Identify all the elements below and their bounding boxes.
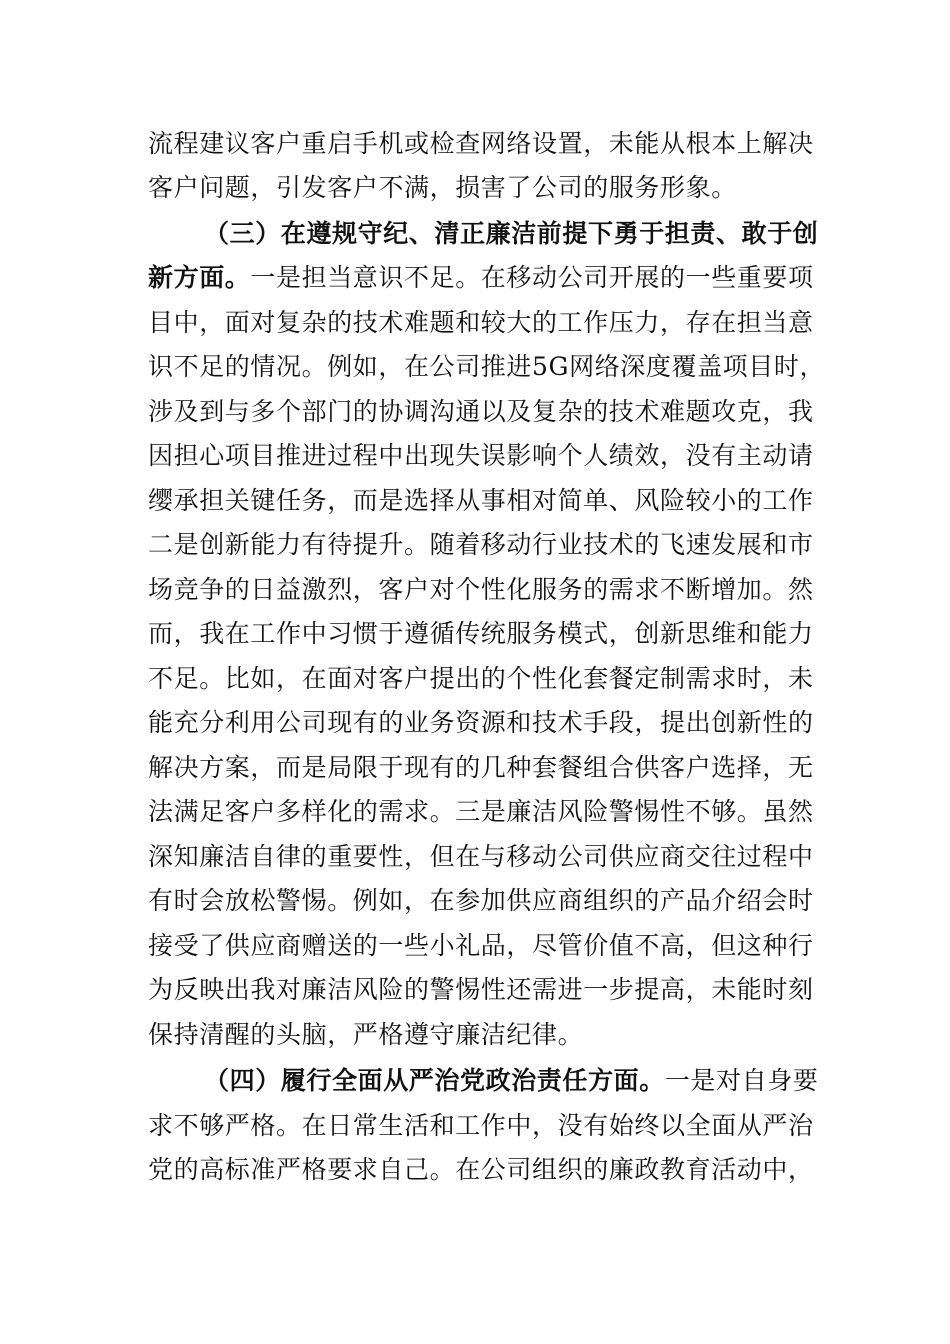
text-line: 涉及到与多个部门的协调沟通以及复杂的技术难题攻克，我 (148, 397, 814, 426)
section-4-heading: （四）履行全面从严治党政治责任方面。 (204, 1066, 665, 1095)
text-line: 不足。比如，在面对客户提出的个性化套餐定制需求时，未 (148, 664, 814, 693)
text-line: 解决方案，而是局限于现有的几种套餐组合供客户选择，无 (148, 753, 814, 782)
text-line: 保持清醒的头脑，严格遵守廉洁纪律。 (148, 1020, 584, 1049)
text-line: 接受了供应商赠送的一些小礼品，尽管价值不高，但这种行 (148, 931, 814, 960)
section-3-heading-continued (148, 258, 814, 294)
text-line: 因担心项目推进过程中出现失误影响个人绩效，没有主动请 (148, 441, 814, 470)
text-line: 能充分利用公司现有的业务资源和技术手段，提出创新性的 (148, 708, 814, 737)
text-line: 而，我在工作中习惯于遵循传统服务模式，创新思维和能力 (148, 619, 814, 648)
text-line: 求不够严格。在日常生活和工作中，没有始终以全面从严治 (148, 1111, 814, 1140)
section-3-heading-tail: 新方面。 (148, 263, 251, 292)
text-line: 法满足客户多样化的需求。三是廉洁风险警惕性不够。虽然 (148, 797, 814, 826)
text-line: 为反映出我对廉洁风险的警惕性还需进一步提高，未能时刻 (148, 975, 814, 1004)
text-line: 识不足的情况。例如，在公司推进5G网络深度覆盖项目时， (148, 352, 826, 381)
section-4-first-sentence: 一是对自身要 (664, 1066, 819, 1095)
text-line: 流程建议客户重启手机或检查网络设置，未能从根本上解决 (148, 129, 814, 158)
text-line: 目中，面对复杂的技术难题和较大的工作压力，存在担当意 (148, 308, 814, 337)
section-3-heading: （三）在遵规守纪、清正廉洁前提下勇于担责、敢于创 (204, 219, 819, 248)
text-line: 缨承担关键任务，而是选择从事相对简单、风险较小的工作 (148, 486, 814, 515)
text-line: 二是创新能力有待提升。随着移动行业技术的飞速发展和市 (148, 530, 814, 559)
text-line: 客户问题，引发客户不满，损害了公司的服务形象。 (148, 173, 737, 202)
text-line: 深知廉洁自律的重要性，但在与移动公司供应商交往过程中 (148, 842, 814, 871)
text-line: 场竞争的日益激烈，客户对个性化服务的需求不断增加。然 (148, 575, 814, 604)
text-line: 有时会放松警惕。例如，在参加供应商组织的产品介绍会时 (148, 886, 814, 915)
text-line: 党的高标准严格要求自己。在公司组织的廉政教育活动中， (148, 1155, 814, 1184)
section-4-heading-line (204, 1061, 818, 1097)
section-3-first-sentence: 一是担当意识不足。在移动公司开展的一些重要项 (250, 263, 814, 292)
